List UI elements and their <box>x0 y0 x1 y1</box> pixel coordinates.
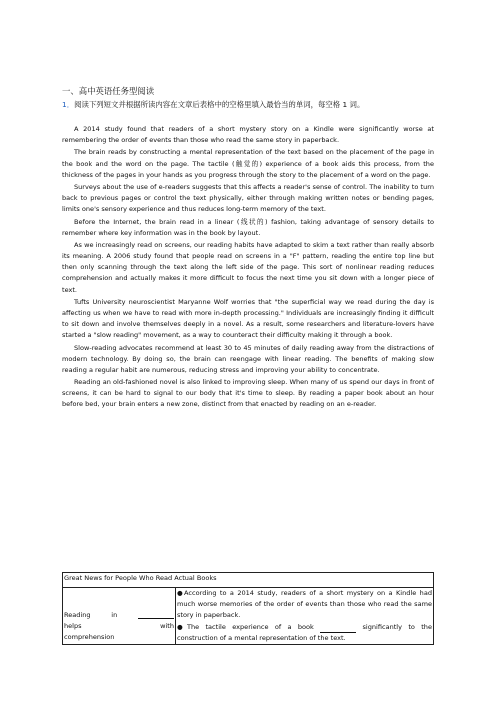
reading-passage <box>62 124 434 412</box>
table-title: Great News for People Who Read Actual Books <box>63 573 434 588</box>
paragraph-8: Reading an old-fashioned novel is also linked to improving sleep. When many of us spend our days in front of screens, it can be hard to signal to our body that it's time to sleep. By reading a paper book about an hour before bed, your brain enters a new zone, distinct from that enacted by reading on an e-reader. <box>62 378 434 409</box>
paragraph-5: As we increasingly read on screens, our reading habits have adapted to skim a text rather than really absorb its meaning. A 2006 study found that people read on screens in a "F" pattern, reading the entire top line but then only scanning through the text along the left side of the page. This sort of nonlinear reading reduces comprehension and actually makes it more difficult to focus the next time you sit down with a longer piece of text. <box>62 240 434 294</box>
answer-table <box>62 572 434 645</box>
paragraph-4: Before the Internet, the brain read in a linear (线状的) fashion, taking advantage of sensory details to remember where key information was in the book by layout. <box>62 217 434 237</box>
section-heading: 一、高中英语任务型阅读 <box>62 86 155 96</box>
question-instruction <box>62 99 434 110</box>
left-line-1: Reading in <box>64 610 174 621</box>
paragraph-7: Slow-reading advocates recommend at least 30 to 45 minutes of daily reading away from the distractions of modern technology. By doing so, the brain can reengage with linear reading. The benefits of making slow reading a regular habit are numerous, reducing stress and improving your ability to concentrate. <box>62 343 434 374</box>
table-right-cell <box>176 588 434 645</box>
left-line-3: comprehension <box>64 633 115 642</box>
left-line-2: helps with <box>64 622 174 631</box>
answer-blank-2[interactable] <box>320 624 356 633</box>
paragraph-2: The brain reads by constructing a mental representation of the text based on the placement of the page in the book and the word on the page. The tactile (触觉的) experience of a book aids this process, from the thickness of the pages in your hands as you progress through the story to the placement of a word on the page. <box>62 148 434 179</box>
bullet-2: ●The tactile experience of a book significantly to the construction of a mental representation of the text. <box>177 622 432 642</box>
bullet-1: ●According to a 2014 study, readers of a short mystery on a Kindle had much worse memories of the order of events than those who read the same story in paperback. <box>177 589 432 620</box>
paragraph-6: Tufts University neuroscientist Maryanne Wolf worries that "the superficial way we read during the day is affecting us when we have to read with more in-depth processing." Individuals are increasingly finding it difficult to sit down and involve themselves deeply in a novel. As a result, some researchers and literature-lovers have started a "slow reading" movement, as a way to counteract their difficulty making it through a book. <box>62 297 434 340</box>
answer-blank-1[interactable] <box>138 610 174 619</box>
question-number: 1． <box>62 100 75 109</box>
paragraph-1: A 2014 study found that readers of a short mystery story on a Kindle were significantly worse at remembering the order of events than those who read the same story in paperback. <box>62 125 434 145</box>
paragraph-3: Surveys about the use of e-readers suggests that this affects a reader's sense of control. The inability to turn back to previous pages or control the text physically, either through making written notes or bending pages, limits one's sensory experience and thus reduces long-term memory of the text. <box>62 182 434 214</box>
table-left-cell <box>63 588 176 645</box>
instruction-text: 阅读下列短文并根据所读内容在文章后表格中的空格里填入最恰当的单词，每空格 1 词。 <box>74 100 365 109</box>
